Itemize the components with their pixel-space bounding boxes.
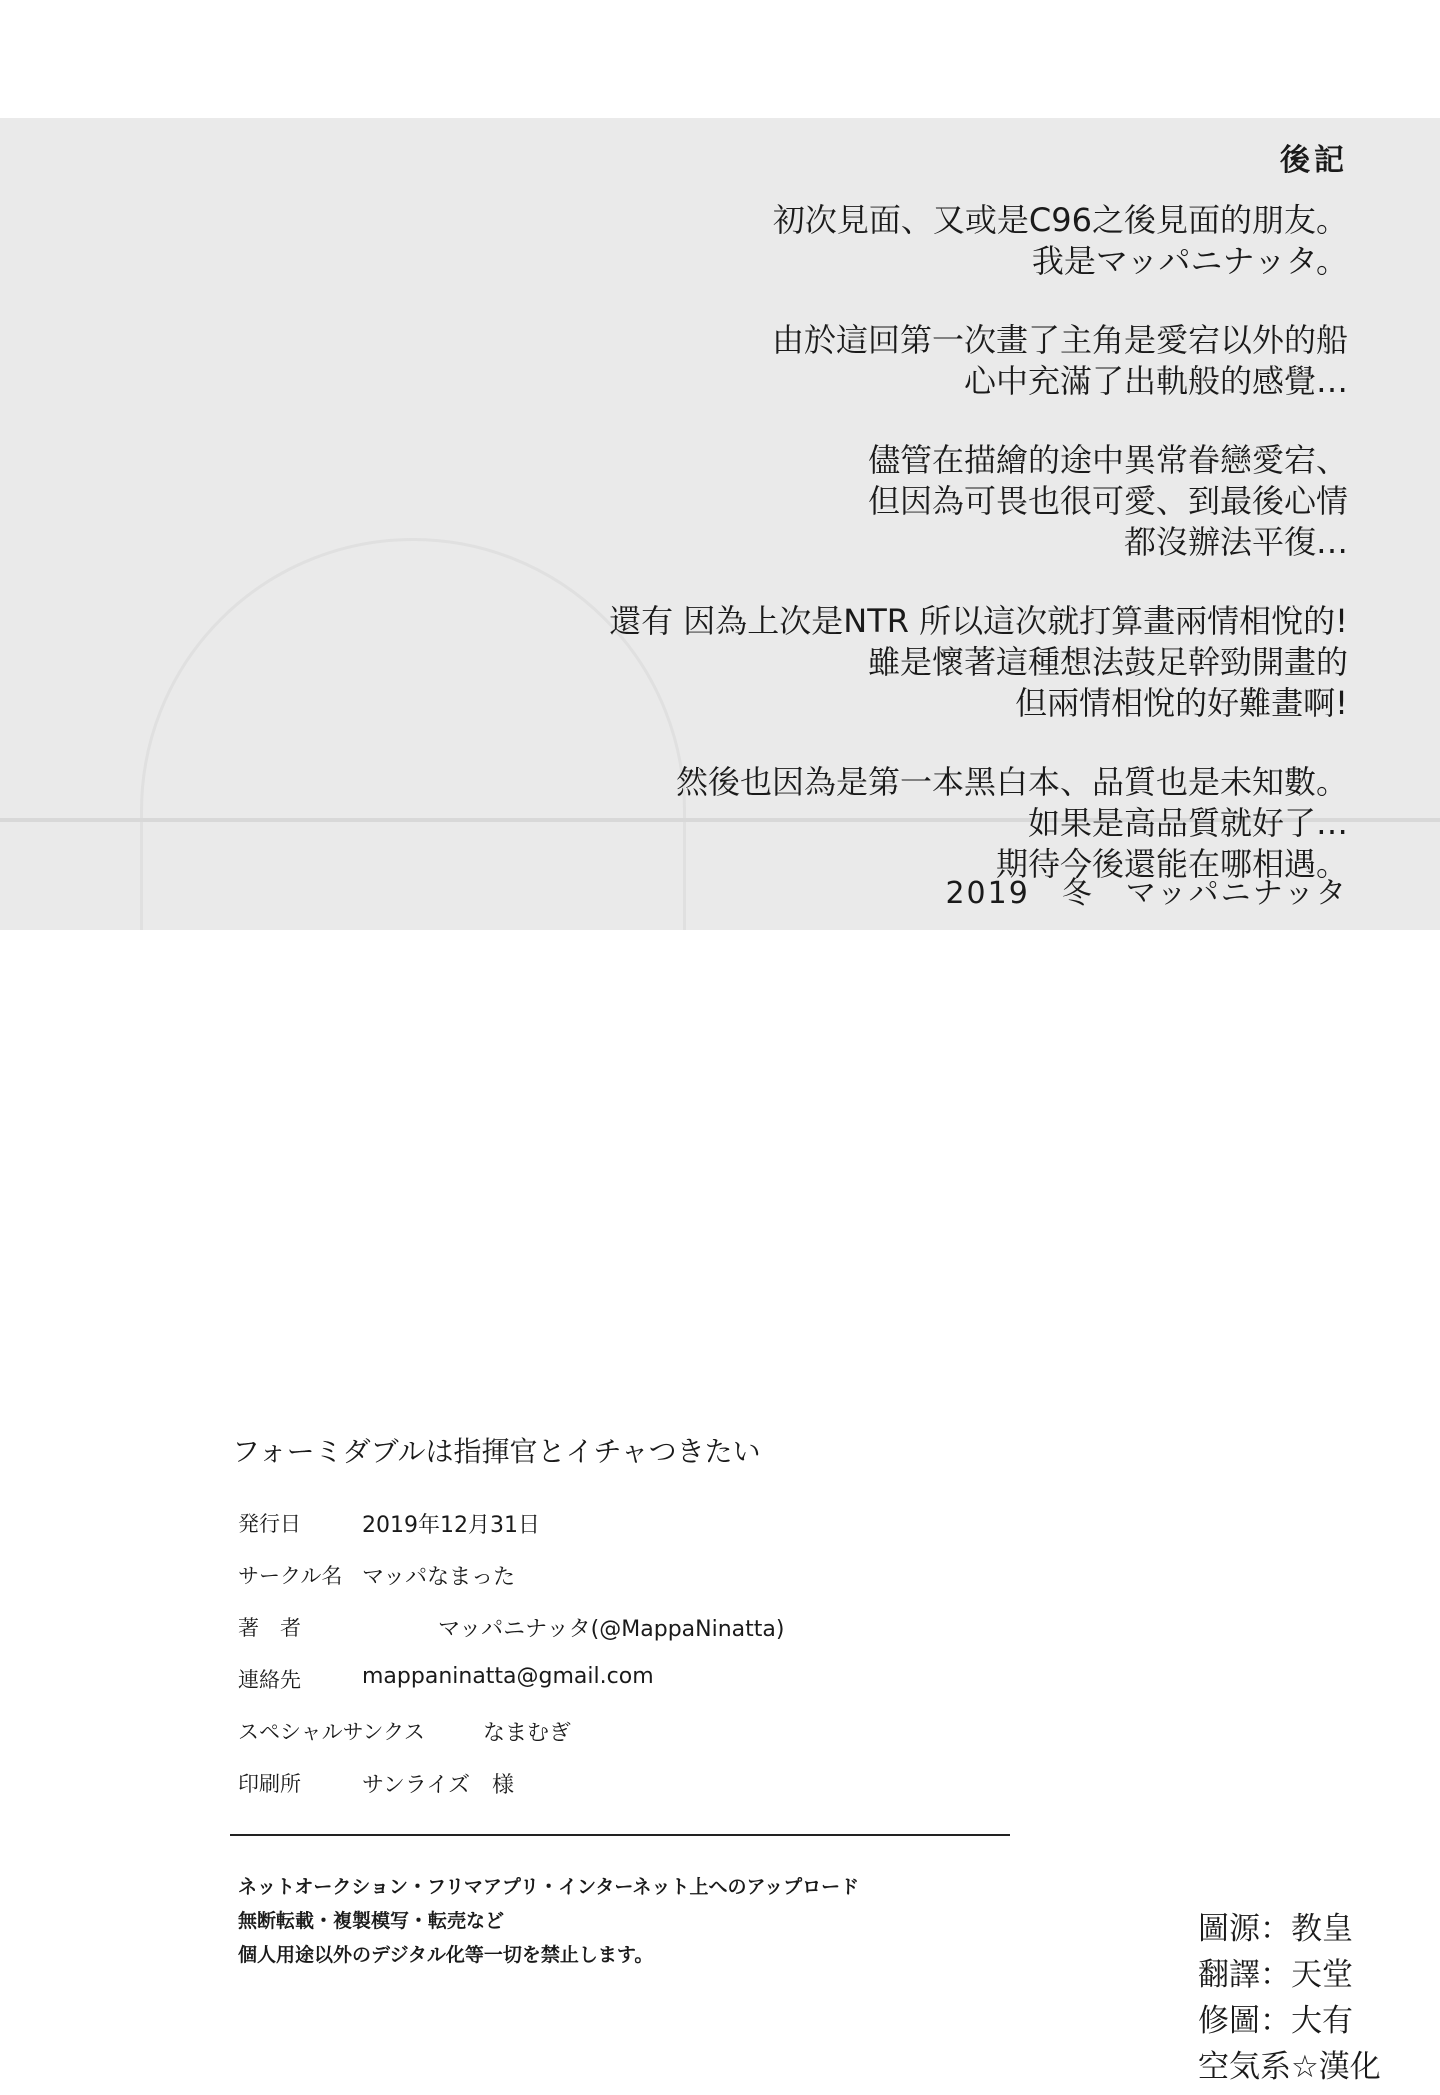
colophon-key: 連絡先 <box>238 1668 301 1692</box>
afterword-line: 但兩情相悅的好難畫啊! <box>1015 684 1348 722</box>
afterword-line: 期待今後還能在哪相遇。 <box>995 845 1348 883</box>
afterword-paragraph <box>448 440 1348 563</box>
colophon-value: マッパニナッタ(@MappaNinatta) <box>438 1617 785 1642</box>
colophon-value: サンライズ 様 <box>362 1773 515 1798</box>
afterword-body <box>448 200 1348 923</box>
colophon-key: サークル名 <box>238 1564 343 1588</box>
credit-line: 翻譯：天堂 <box>1198 1957 1353 1993</box>
colophon-key: 印刷所 <box>238 1772 301 1796</box>
afterword-line: 如果是高品質就好了… <box>1027 804 1348 842</box>
afterword-line: 我是マッパニナッタ。 <box>1031 242 1348 280</box>
colophon-key: 発行日 <box>238 1512 301 1536</box>
colophon-value: なまむぎ <box>483 1721 572 1746</box>
afterword-paragraph <box>448 200 1348 282</box>
afterword-signature: 2019 冬 マッパニナッタ <box>945 876 1348 911</box>
notice-line: 個人用途以外のデジタル化等一切を禁止します。 <box>238 1944 654 1966</box>
afterword-paragraph <box>448 601 1348 724</box>
afterword-title: 後記 <box>1280 143 1348 178</box>
divider <box>230 1834 1010 1836</box>
colophon-value: マッパなまった <box>362 1565 516 1590</box>
afterword-line: 還有 因為上次是NTR 所以這次就打算畫兩情相悅的! <box>609 602 1348 640</box>
afterword-line: 心中充滿了出軌般的感覺… <box>963 362 1348 400</box>
colophon-key: 著 者 <box>238 1616 301 1640</box>
credit-line: 修圖：大有 <box>1198 2003 1353 2039</box>
afterword-paragraph <box>448 320 1348 402</box>
afterword-line: 儘管在描繪的途中異常眷戀愛宕、 <box>867 441 1348 479</box>
colophon-key: スペシャルサンクス <box>238 1720 425 1744</box>
afterword-line: 然後也因為是第一本黑白本、品質也是未知數。 <box>675 763 1348 801</box>
colophon-value: 2019年12月31日 <box>362 1513 540 1538</box>
colophon-value: mappaninatta@gmail.com <box>362 1664 654 1689</box>
book-title: フォーミダブルは指揮官とイチャつきたい <box>232 1435 761 1468</box>
notice-line: ネットオークション・フリマアプリ・インターネット上へのアップロード <box>238 1876 860 1898</box>
credit-line: 圖源：教皇 <box>1198 1911 1353 1947</box>
copyright-notice <box>238 1870 859 1972</box>
afterword-line: 初次見面、又或是C96之後見面的朋友。 <box>772 201 1348 239</box>
afterword-line: 雖是懷著這種想法鼓足幹勁開畫的 <box>867 643 1348 681</box>
notice-line: 無断転載・複製模写・転売など <box>238 1910 505 1932</box>
credit-line: 空気系☆漢化 <box>1198 2049 1381 2085</box>
afterword-line: 由於這回第一次畫了主角是愛宕以外的船 <box>771 321 1348 359</box>
afterword-line: 但因為可畏也很可愛、到最後心情 <box>867 482 1348 520</box>
afterword-line: 都沒辦法平復… <box>1123 523 1348 561</box>
translation-credits <box>1198 1906 1381 2090</box>
afterword-paragraph <box>448 762 1348 885</box>
